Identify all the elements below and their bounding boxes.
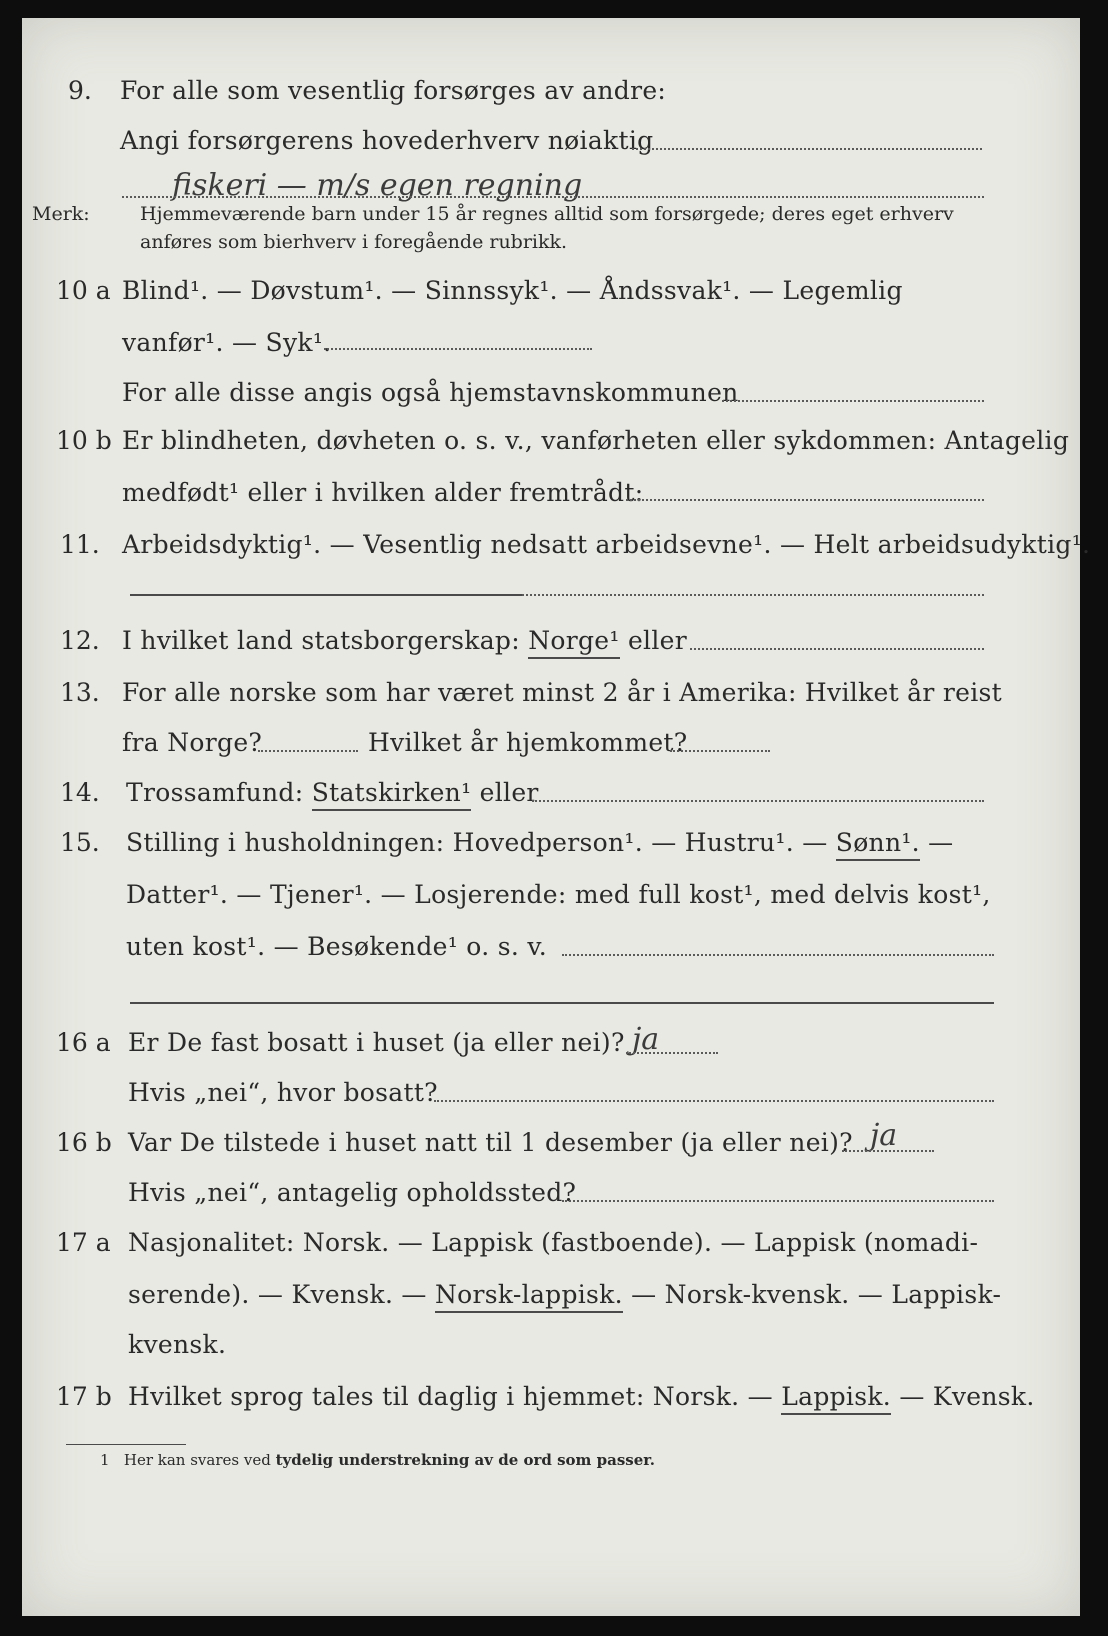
q16a-dotted-line1 — [626, 1052, 718, 1054]
q11-dotted-line — [522, 594, 984, 596]
q10a-number: 10 a — [56, 276, 111, 305]
q15-dotted-line — [562, 954, 994, 956]
q10a-line1: Blind¹. — Døvstum¹. — Sinnssyk¹. — Åndssvak¹. — Legemlig — [122, 276, 903, 305]
q12-dotted-line — [690, 648, 984, 650]
q16b-handwritten-answer: ja — [870, 1118, 898, 1153]
q16b-line1: Var De tilstede i huset natt til 1 desember (ja eller nei)? — [128, 1128, 853, 1157]
q17a-line2 — [128, 1280, 1001, 1310]
merk-line1: Hjemmeværende barn under 15 år regnes alltid som forsørgede; deres eget erhverv — [140, 203, 954, 225]
q13-line2b: Hvilket år hjemkommet? — [368, 728, 688, 757]
q13-number: 13. — [60, 678, 100, 707]
q15-line2: Datter¹. — Tjener¹. — Losjerende: med full kost¹, med delvis kost¹, — [126, 880, 991, 909]
q11-line1: Arbeidsdyktig¹. — Vesentlig nedsatt arbeidsevne¹. — Helt arbeidsudyktig¹. — [122, 530, 1091, 559]
q16a-number: 16 a — [56, 1028, 111, 1057]
q14-statskirken-underlined: Statskirken¹ — [312, 778, 472, 811]
footnote-text: Her kan svares ved — [123, 1451, 271, 1469]
footnote-rule — [66, 1444, 186, 1445]
q9-line1: For alle som vesentlig forsørges av andre: — [120, 76, 667, 105]
q11-number: 11. — [60, 530, 100, 559]
q17b-lappisk-underlined: Lappisk. — [781, 1382, 891, 1415]
q10b-number: 10 b — [56, 426, 112, 455]
q12-norge-underlined: Norge¹ — [528, 626, 620, 659]
q9-line2: Angi forsørgerens hovederhverv nøiaktig — [120, 126, 654, 155]
q17b-text: Hvilket sprog tales til daglig i hjemmet: Norsk. — — [128, 1382, 773, 1411]
q16b-line2: Hvis „nei“, antagelig opholdssted? — [128, 1178, 577, 1207]
q14-dotted-line — [532, 800, 984, 802]
q13-line1: For alle norske som har været minst 2 år i Amerika: Hvilket år reist — [122, 678, 1003, 707]
q15-solid-line — [130, 1002, 994, 1004]
q17a-line2-text: serende). — Kvensk. — — [128, 1280, 427, 1309]
q13-dotted-line1 — [258, 750, 358, 752]
q13-dotted-line2 — [670, 750, 770, 752]
q17a-line2-rest: — Norsk-kvensk. — Lappisk- — [631, 1280, 1002, 1309]
q16a-dotted-line2 — [434, 1100, 994, 1102]
q9-handwritten-answer: fiskeri — m/s egen regning — [172, 168, 583, 203]
q10b-line1: Er blindheten, døvheten o. s. v., vanførheten eller sykdommen: Antagelig — [122, 426, 1070, 455]
q17a-line1: Nasjonalitet: Norsk. — Lappisk (fastboende). — Lappisk (nomadi- — [128, 1228, 979, 1257]
q14-line — [126, 778, 539, 808]
q12-number: 12. — [60, 626, 100, 655]
q14-label: Trossamfund: — [126, 778, 304, 807]
q15-number: 15. — [60, 828, 100, 857]
footnote — [100, 1450, 655, 1470]
q9-number: 9. — [68, 76, 92, 105]
q15-sonn-underlined: Sønn¹. — [836, 828, 920, 861]
q15-line1-dash: — — [928, 828, 954, 857]
q16b-number: 16 b — [56, 1128, 112, 1157]
q17b-rest: — Kvensk. — [899, 1382, 1035, 1411]
q17a-line3: kvensk. — [128, 1330, 227, 1359]
q17b-number: 17 b — [56, 1382, 112, 1411]
q16a-line2: Hvis „nei“, hvor bosatt? — [128, 1078, 438, 1107]
q17b-line — [128, 1382, 1035, 1412]
q14-eller: eller — [479, 778, 539, 807]
q15-line1-text: Stilling i husholdningen: Hovedperson¹. — Hustru¹. — — [126, 828, 828, 857]
footnote-bold-text: tydelig understrekning av de ord som passer. — [275, 1451, 656, 1469]
q9-dotted-line — [632, 148, 982, 150]
footnote-mark: 1 — [100, 1451, 110, 1469]
q15-line1 — [126, 828, 953, 858]
q17a-norsk-lappisk-underlined: Norsk-lappisk. — [435, 1280, 623, 1313]
merk-label: Merk: — [32, 203, 90, 225]
q9-answer-line — [122, 196, 984, 198]
q16b-dotted-line1 — [842, 1150, 934, 1152]
q10b-line2: medfødt¹ eller i hvilken alder fremtrådt: — [122, 478, 644, 507]
q16a-line1: Er De fast bosatt i huset (ja eller nei)? — [128, 1028, 625, 1057]
q12-label: I hvilket land statsborgerskap: — [122, 626, 520, 655]
q13-line2a: fra Norge? — [122, 728, 263, 757]
census-form-page — [22, 18, 1091, 1616]
q15-line3: uten kost¹. — Besøkende¹ o. s. v. — [126, 932, 548, 961]
q16b-dotted-line2 — [562, 1200, 994, 1202]
q12-eller: eller — [627, 626, 687, 655]
merk-line2: anføres som bierhverv i foregående rubrikk. — [140, 231, 568, 253]
q10a-dotted-line — [324, 348, 592, 350]
q10a-line3: For alle disse angis også hjemstavnskommunen — [122, 378, 739, 407]
q10b-dotted-line — [626, 499, 984, 501]
q10a-dotted-line2 — [722, 400, 984, 402]
q17a-number: 17 a — [56, 1228, 111, 1257]
q10a-line2: vanfør¹. — Syk¹. — [122, 328, 332, 357]
q14-number: 14. — [60, 778, 100, 807]
q16a-handwritten-answer: ja — [632, 1022, 660, 1057]
q11-solid-line — [130, 594, 522, 596]
q12-line — [122, 626, 687, 656]
